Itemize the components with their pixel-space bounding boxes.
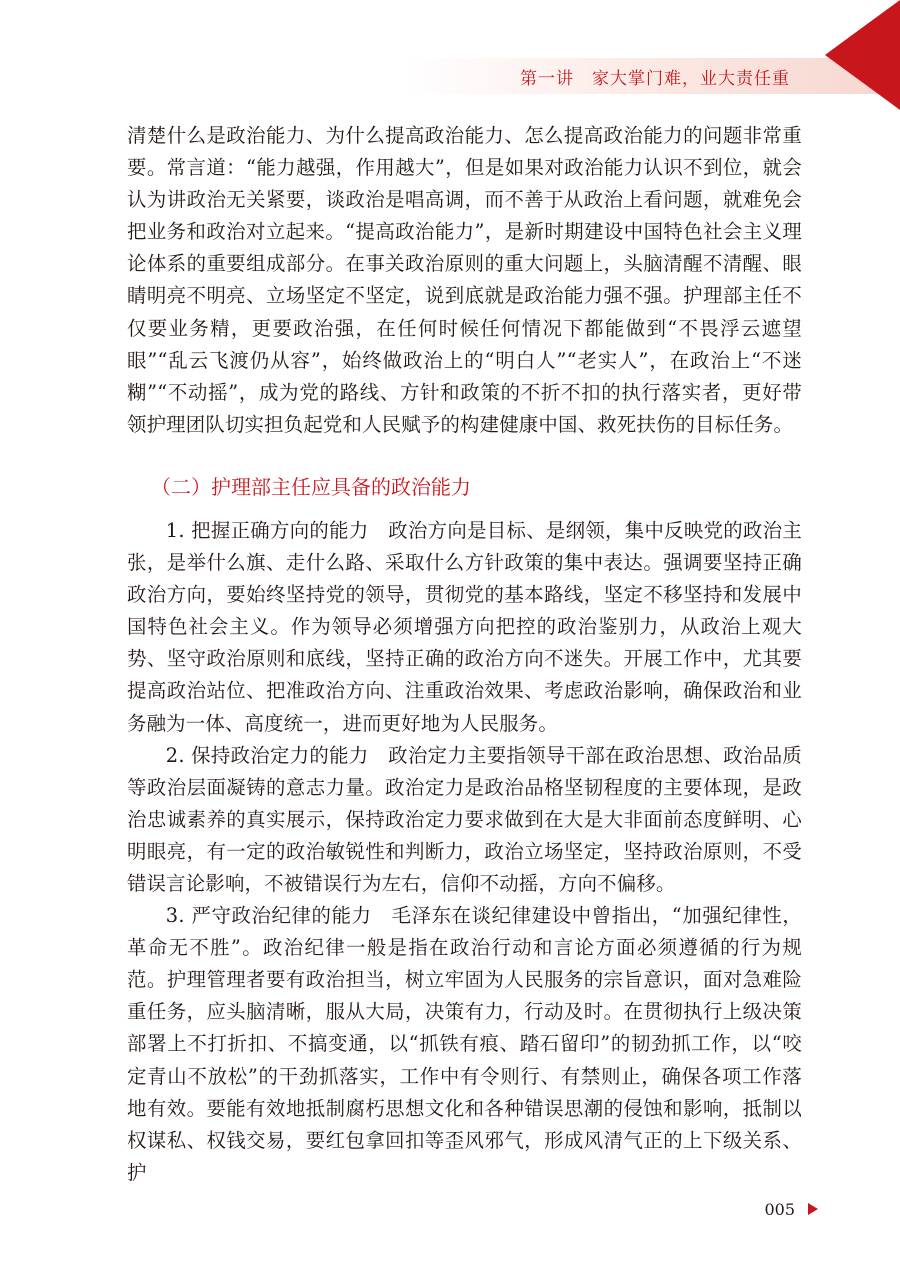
page-arrow-icon (808, 1203, 818, 1215)
corner-tab-decoration (820, 0, 900, 110)
page-number: 005 (764, 1200, 795, 1219)
item-paragraph-3 (127, 900, 802, 1189)
item-paragraph-1 (127, 515, 802, 740)
page-body (127, 120, 802, 1189)
item-text-1: 政治方向是目标、是纲领，集中反映党的政治主张，是举什么旗、走什么路、采取什么方针政策的集中表达。强调要坚持正确政治方向，要始终坚持党的领导，贯彻党的基本路线，坚定不移坚持和发展中国特色社会主义。作为领导必须增强方向把控的政治鉴别力，从政治上观大势、坚守政治原则和底线，坚持正确的政治方向不迷失。开展工作中，尤其要提高政治站位、把准政治方向、注重政治效果、考虑政治影响，确保政治和业务融为一体、高度统一，进而更好地为人民服务。 (127, 518, 802, 735)
item-lead-2: 2. 保持政治定力的能力 (165, 743, 369, 767)
item-lead-1: 1. 把握正确方向的能力 (165, 518, 369, 542)
item-text-3: 毛泽东在谈纪律建设中曾指出，“加强纪律性，革命无不胜”。政治纪律一般是指在政治行动和言论方面必须遵循的行为规范。护理管理者要有政治担当，树立牢固为人民服务的宗旨意识，面对急难险重任务，应头脑清晰，服从大局，决策有力，行动及时。在贯彻执行上级决策部署上不打折扣、不搞变通，以“抓铁有痕、踏石留印”的韧劲抓工作，以“咬定青山不放松”的干劲抓落实，工作中有令则行、有禁则止，确保各项工作落地有效。要能有效地抵制腐朽思想文化和各种错误思潮的侵蚀和影响，抵制以权谋私、权钱交易，要红包拿回扣等歪风邪气，形成风清气正的上下级关系、护 (127, 904, 802, 1184)
item-lead-3: 3. 严守政治纪律的能力 (165, 904, 372, 928)
item-text-2: 政治定力主要指领导干部在政治思想、政治品质等政治层面凝铸的意志力量。政治定力是政治品格坚韧程度的主要体现，是政治忠诚素养的真实展示，保持政治定力要求做到在大是大非面前态度鲜明、心明眼亮，有一定的政治敏锐性和判断力，政治立场坚定，坚持政治原则，不受错误言论影响，不被错误行为左右，信仰不动摇，方向不偏移。 (127, 743, 802, 895)
corner-tab-red (825, 0, 900, 110)
section-heading: （二）护理部主任应具备的政治能力 (151, 474, 471, 499)
chapter-title: 第一讲 家大掌门难，业大责任重 (520, 69, 790, 89)
item-paragraph-2 (127, 740, 802, 900)
intro-paragraph: 清楚什么是政治能力、为什么提高政治能力、怎么提高政治能力的问题非常重要。常言道：“能力越强，作用越大”，但是如果对政治能力认识不到位，就会认为讲政治无关紧要，谈政治是唱高调，而不善于从政治上看问题，就难免会把业务和政治对立起来。“提高政治能力”，是新时期建设中国特色社会主义理论体系的重要组成部分。在事关政治原则的重大问题上，头脑清醒不清醒、眼睛明亮不明亮、立场坚定不坚定，说到底就是政治能力强不强。护理部主任不仅要业务精，更要政治强，在任何时候任何情况下都能做到“不畏浮云遮望眼”“乱云飞渡仍从容”，始终做政治上的“明白人”“老实人”，在政治上“不迷糊”“不动摇”，成为党的路线、方针和政策的不折不扣的执行落实者，更好带领护理团队切实担负起党和人民赋予的构建健康中国、救死扶伤的目标任务。 (127, 124, 802, 436)
